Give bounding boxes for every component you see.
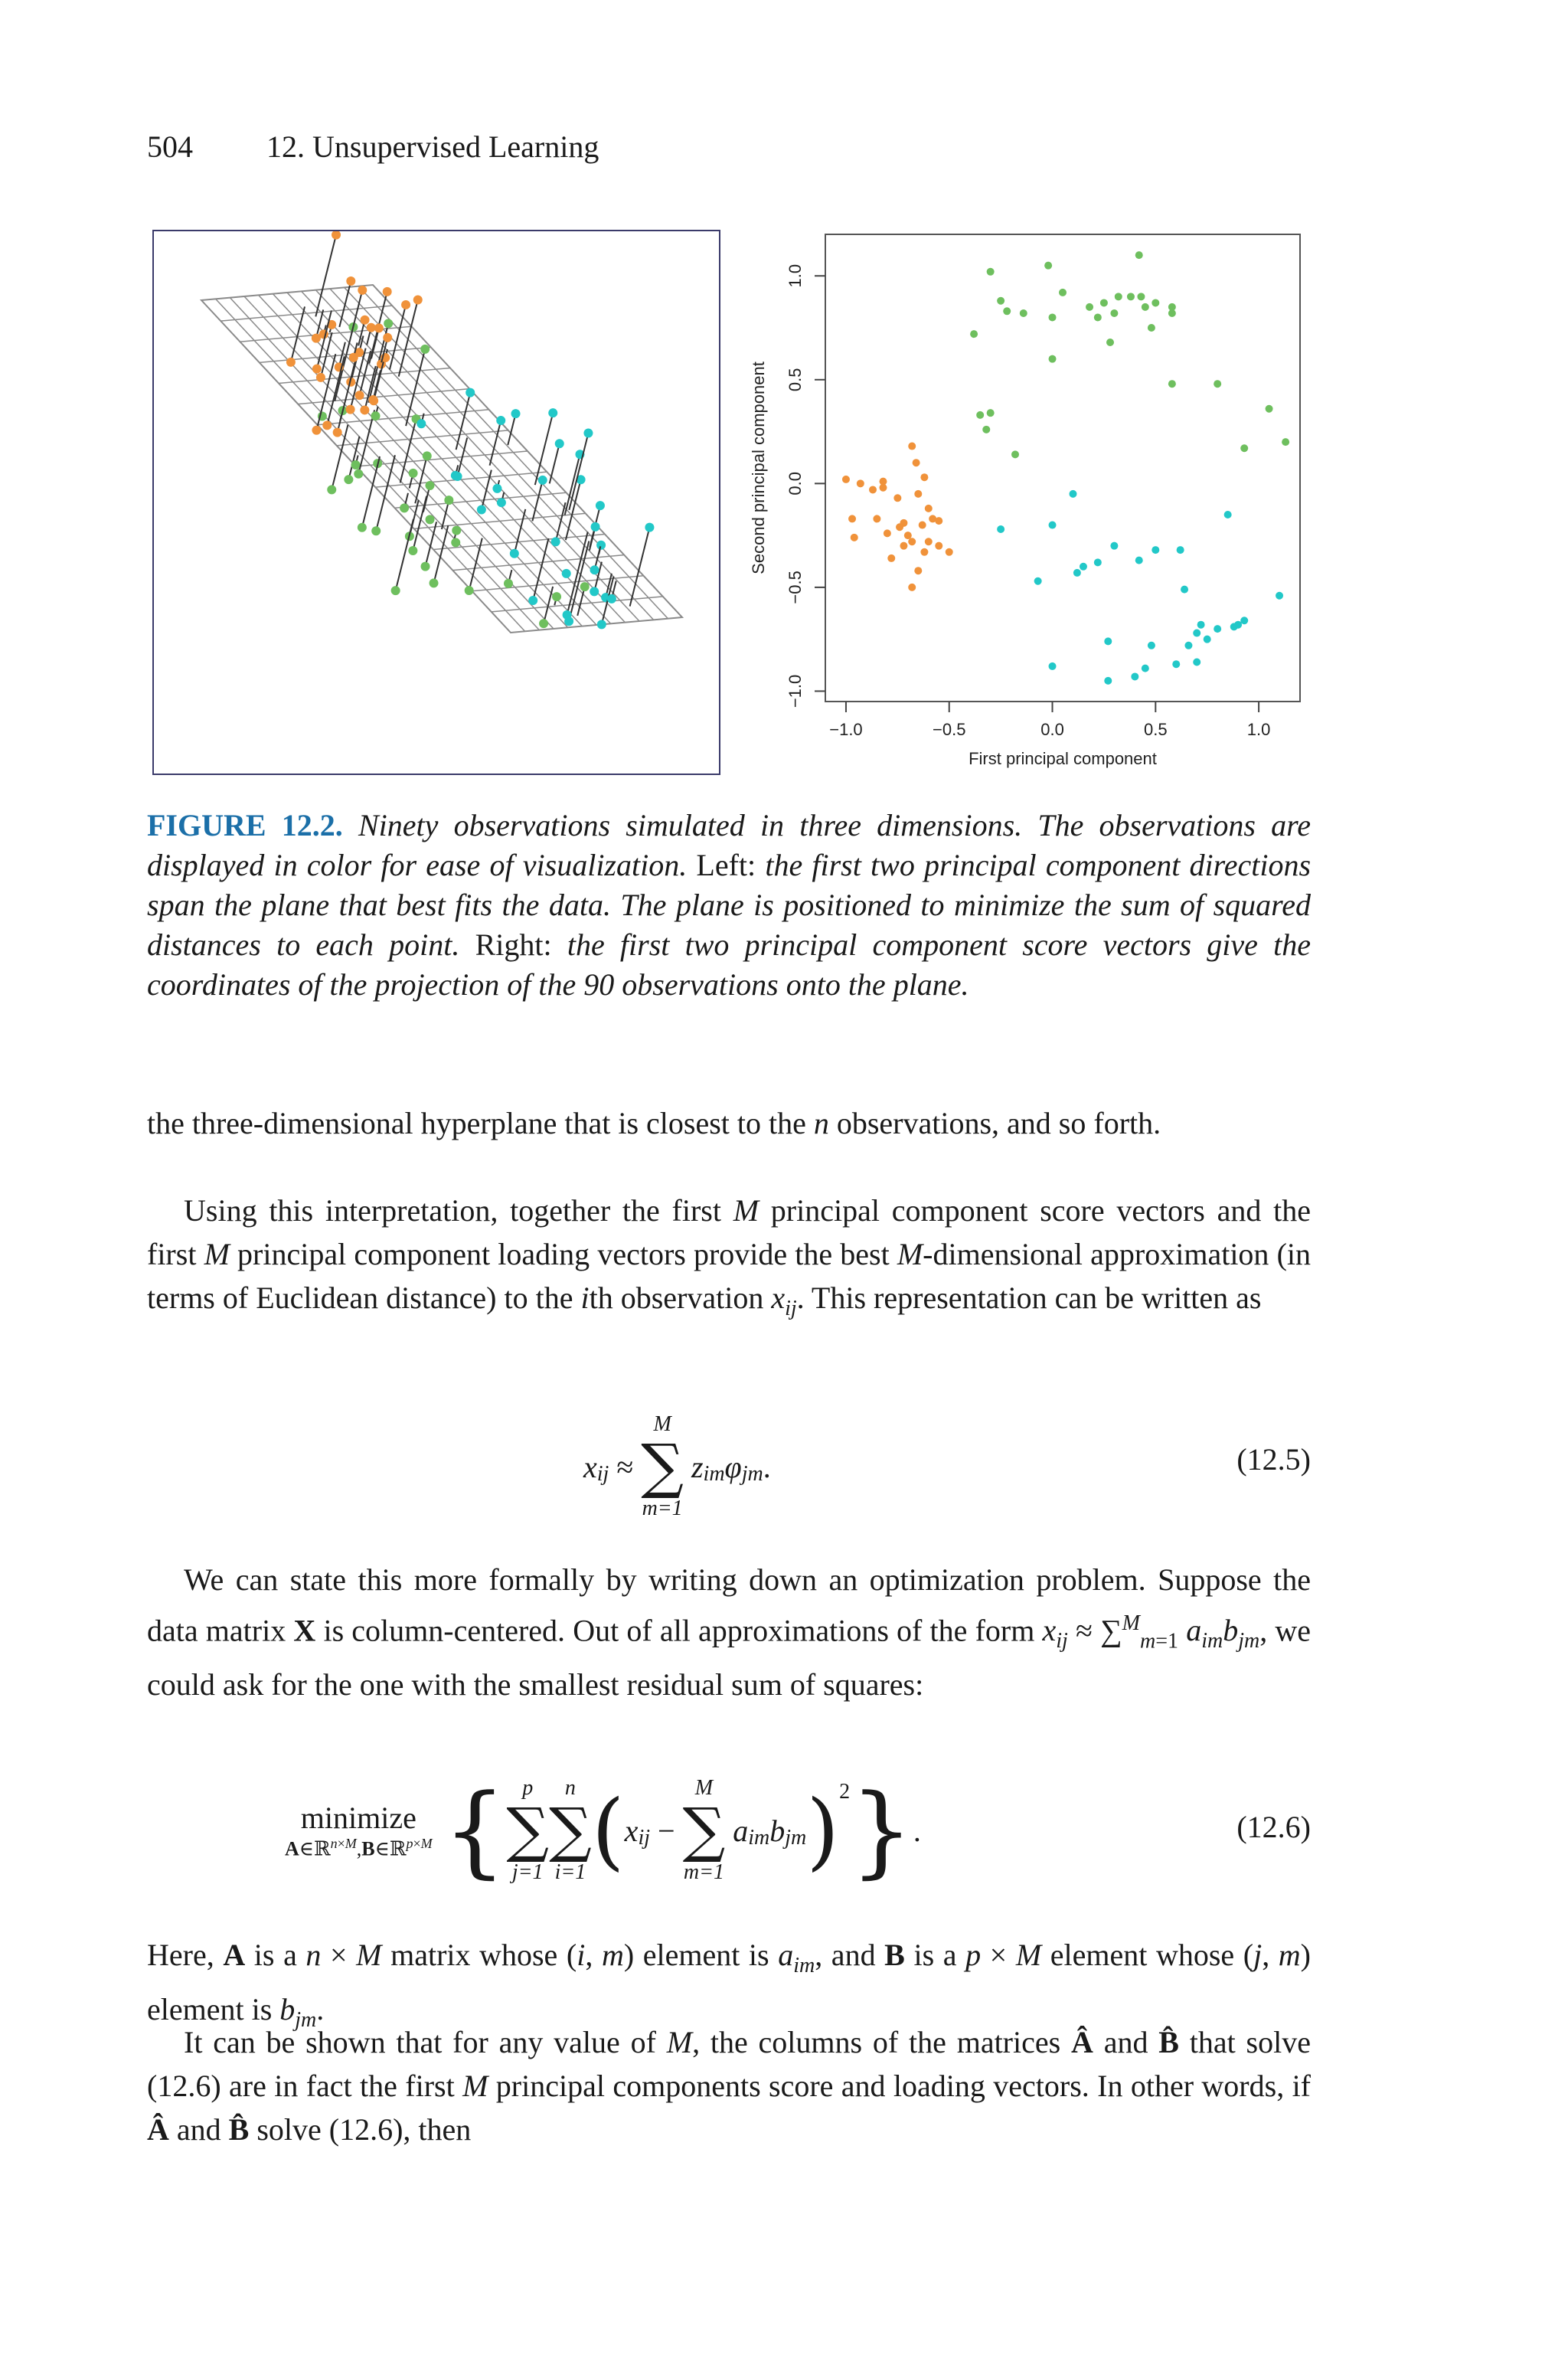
scatter-svg	[735, 222, 1317, 789]
scatter-point-green	[1135, 251, 1143, 259]
scatter-point-green	[1142, 303, 1149, 311]
figure-left-3d-plane	[152, 230, 720, 775]
observation-point-cyan	[492, 484, 501, 493]
y-tick-label: −0.5	[786, 571, 805, 604]
scatter-point-orange	[920, 548, 928, 556]
scatter-point-cyan	[1110, 542, 1118, 550]
observation-point-orange	[360, 405, 369, 414]
observation-point-green	[391, 586, 400, 595]
scatter-point-green	[1152, 299, 1159, 306]
observation-point-orange	[413, 295, 423, 304]
scatter-point-orange	[946, 548, 953, 556]
observation-point-green	[371, 411, 381, 420]
scatter-point-cyan	[1152, 546, 1159, 554]
observation-point-cyan	[510, 549, 519, 558]
scatter-point-orange	[914, 567, 922, 574]
observation-point-green	[539, 619, 548, 628]
observation-point-green	[444, 496, 453, 505]
scatter-point-orange	[908, 443, 916, 450]
observation-point-orange	[312, 334, 321, 343]
observation-point-cyan	[583, 428, 593, 437]
observation-point-orange	[383, 333, 392, 342]
observation-point-green	[552, 592, 561, 601]
scatter-point-cyan	[1193, 658, 1200, 666]
scatter-point-orange	[896, 523, 903, 531]
caption-segment: the first two principal component directions span the plane that best fits the data. The plane is positioned to minimize the sum of squared distances to each point.	[147, 848, 1312, 962]
observation-point-cyan	[528, 596, 537, 605]
observation-point-green	[351, 460, 361, 469]
observation-point-orange	[332, 231, 341, 240]
observation-point-orange	[333, 428, 342, 437]
scatter-point-green	[987, 268, 995, 276]
scatter-point-cyan	[1073, 569, 1081, 577]
scatter-point-orange	[914, 490, 922, 498]
scatter-point-green	[1282, 438, 1289, 446]
observation-point-cyan	[416, 419, 426, 428]
observation-point-cyan	[496, 416, 505, 425]
x-tick-label: 0.0	[1040, 720, 1064, 739]
scatter-point-cyan	[1181, 586, 1188, 594]
scatter-point-green	[1148, 324, 1155, 332]
observation-point-orange	[361, 316, 370, 325]
residual-line	[544, 587, 553, 623]
scatter-point-cyan	[1142, 665, 1149, 672]
scatter-point-cyan	[1080, 563, 1087, 571]
plot-frame	[825, 234, 1300, 702]
observation-point-cyan	[548, 408, 557, 417]
grid-line	[492, 597, 663, 612]
scatter-point-orange	[925, 505, 933, 512]
observation-point-orange	[316, 373, 325, 382]
paragraph-4: Here, A is a n × M matrix whose (i, m) element is $a_{im}$, and B is a p × M element whose (j, m) element is $b_{jm}$.	[147, 1938, 1311, 2032]
observation-point-orange	[349, 353, 358, 362]
observation-point-cyan	[590, 587, 599, 596]
observation-point-cyan	[596, 501, 605, 510]
scatter-point-cyan	[1184, 642, 1192, 649]
residual-line	[315, 235, 336, 317]
observation-point-cyan	[466, 388, 475, 397]
scatter-point-cyan	[1193, 630, 1200, 637]
scatter-point-cyan	[1240, 617, 1248, 624]
paragraph-3: We can state this more formally by writing down an optimization problem. Suppose the data matrix X is column-centered. Out of all approximations of the form $x_{ij} \approx \sum^M_{m=1}$ $a_{im}b_{jm}$, we could ask for the one with the smallest residual sum of squares:	[147, 1562, 1311, 1703]
residual-line	[415, 456, 426, 503]
scatter-point-green	[1127, 293, 1135, 300]
scatter-point-green	[1100, 299, 1108, 306]
scatter-point-cyan	[1172, 660, 1180, 668]
observation-point-cyan	[645, 523, 654, 532]
observation-point-cyan	[453, 472, 462, 481]
observation-point-green	[408, 546, 417, 555]
observation-point-green	[426, 515, 435, 524]
scatter-point-cyan	[1148, 642, 1155, 649]
scatter-point-cyan	[1069, 490, 1076, 498]
equation-number: (12.6)	[1236, 1810, 1311, 1844]
grid-line	[472, 576, 644, 591]
scatter-point-green	[1003, 307, 1011, 315]
observation-point-orange	[286, 358, 296, 367]
residual-line	[362, 456, 380, 528]
figure-label: FIGURE 12.2.	[147, 808, 343, 842]
scatter-point-orange	[900, 542, 907, 550]
observation-point-green	[327, 485, 336, 494]
scatter-point-green	[1168, 380, 1176, 388]
figure-caption	[147, 806, 1311, 1005]
residual-line	[360, 351, 371, 395]
scatter-point-green	[1110, 309, 1118, 317]
scatter-point-green	[1137, 293, 1145, 300]
scatter-point-orange	[857, 479, 864, 487]
scatter-point-green	[987, 409, 995, 417]
scatter-point-cyan	[1034, 577, 1042, 585]
observation-point-orange	[374, 323, 384, 332]
scatter-point-orange	[908, 538, 916, 545]
residual-line	[535, 413, 553, 485]
paragraph-1: the three-dimensional hyperplane that is closest to the n observations, and so forth.	[147, 1106, 1161, 1140]
scatter-point-orange	[884, 529, 891, 537]
residual-line	[490, 420, 501, 466]
residual-line	[566, 479, 581, 540]
caption-segment: Ninety observations simulated in three dimensions. The observations are displayed in color for ease of visualization.	[147, 808, 1311, 882]
plane-svg	[154, 231, 719, 774]
residual-line	[426, 522, 437, 566]
scatter-point-green	[1240, 444, 1248, 452]
observation-point-cyan	[590, 565, 599, 574]
observation-point-green	[400, 503, 409, 512]
scatter-point-orange	[935, 517, 942, 525]
scatter-point-green	[1044, 262, 1052, 270]
equation-number: (12.5)	[1236, 1442, 1311, 1477]
observation-point-cyan	[607, 594, 616, 603]
scatter-point-green	[1094, 313, 1102, 321]
y-tick-label: 0.5	[786, 368, 805, 392]
observation-point-green	[420, 345, 430, 354]
scatter-point-cyan	[1177, 546, 1184, 554]
scatter-point-green	[1049, 355, 1057, 363]
observation-point-green	[423, 451, 432, 460]
observation-point-green	[580, 582, 590, 591]
scatter-point-orange	[913, 459, 920, 466]
scatter-point-cyan	[1094, 558, 1102, 566]
observation-point-orange	[383, 287, 392, 296]
residual-line	[482, 470, 492, 510]
scatter-point-cyan	[1104, 637, 1112, 645]
x-axis-label: First principal component	[969, 749, 1157, 768]
scatter-point-cyan	[1197, 621, 1205, 629]
scatter-point-green	[1086, 303, 1093, 311]
y-tick-label: 1.0	[786, 263, 805, 288]
observation-point-orange	[346, 405, 355, 414]
scatter-point-orange	[879, 478, 887, 486]
observation-point-green	[452, 526, 461, 535]
scatter-point-green	[1168, 309, 1176, 317]
observation-point-orange	[312, 426, 321, 435]
observation-point-green	[465, 586, 474, 595]
observation-point-orange	[322, 420, 332, 430]
scatter-point-orange	[887, 554, 895, 562]
x-tick-label: −1.0	[829, 720, 863, 739]
observation-point-green	[425, 481, 434, 490]
minimize-label: minimize	[300, 1801, 416, 1836]
scatter-point-orange	[873, 515, 880, 522]
scatter-point-green	[1049, 313, 1057, 321]
observation-point-cyan	[555, 439, 564, 448]
scatter-point-cyan	[1049, 522, 1057, 529]
scatter-point-cyan	[1049, 662, 1057, 670]
observation-point-orange	[355, 391, 364, 400]
observation-point-green	[384, 319, 393, 328]
page-number: 504	[147, 129, 193, 164]
observation-point-green	[504, 579, 513, 588]
residual-line	[569, 433, 588, 509]
scatter-point-cyan	[1104, 677, 1112, 685]
scatter-point-green	[1106, 339, 1114, 346]
residual-line	[396, 519, 413, 590]
paragraph-5: It can be shown that for any value of M, the columns of the matrices Â and B̂ that solve (12.6) are in fact the first M principal components score and loading vectors. In other words, if Â and B̂ solve (12.6), then	[147, 2025, 1312, 2147]
scatter-point-orange	[935, 542, 942, 550]
observation-point-cyan	[596, 541, 606, 550]
y-tick-label: −1.0	[786, 674, 805, 708]
scatter-point-cyan	[1135, 557, 1143, 564]
running-header	[147, 129, 599, 165]
observation-point-cyan	[477, 505, 486, 515]
x-tick-label: −0.5	[933, 720, 966, 739]
residual-line	[399, 299, 418, 376]
scatter-point-orange	[893, 494, 901, 502]
observation-point-orange	[368, 395, 377, 404]
scatter-point-orange	[842, 476, 850, 483]
scatter-point-cyan	[997, 525, 1004, 533]
scatter-point-green	[1266, 405, 1273, 413]
observation-point-orange	[358, 286, 367, 295]
observation-point-green	[421, 562, 430, 571]
equation-12-6: minimize A∈ℝ$^{n\times M}$,B∈ℝ$^{p\times M}$ { p ∑ j=1 n ∑ i=1 ( x ij − M ∑ m=1 a im b jm ) 2 } . (12.6)	[285, 1772, 1311, 1889]
observation-point-cyan	[562, 569, 571, 578]
y-axis-label: Second principal component	[749, 361, 768, 574]
observation-point-cyan	[591, 522, 600, 532]
scatter-point-orange	[919, 522, 926, 529]
observation-point-orange	[346, 276, 355, 286]
observation-point-cyan	[563, 610, 572, 620]
observation-point-cyan	[597, 620, 606, 629]
scatter-point-green	[1020, 309, 1027, 317]
grid-line	[337, 430, 508, 446]
scatter-point-cyan	[1131, 672, 1138, 680]
scatter-point-green	[1011, 450, 1019, 458]
observation-point-orange	[401, 300, 410, 309]
observation-point-green	[354, 469, 363, 479]
scatter-point-green	[970, 330, 978, 338]
observation-point-cyan	[538, 476, 547, 485]
equation-12-5: x ij ≈ M ∑ m=1 z im φ jm . (12.5)	[583, 1412, 1311, 1520]
observation-point-green	[430, 578, 439, 587]
scatter-point-green	[1059, 289, 1067, 296]
residual-line	[550, 443, 560, 483]
scatter-point-green	[1214, 380, 1221, 388]
residual-line	[630, 528, 650, 607]
paragraph-2: Using this interpretation, together the first M principal component score vectors and the first M principal component loading vectors provide the best M-dimensional approximation (in terms of Euclidean distance) to the ith observation $x_{ij}$. This representation can be written as	[147, 1193, 1311, 1320]
figure-right-scatter	[735, 222, 1317, 789]
observation-point-green	[409, 469, 418, 478]
caption-segment: the first two principal component score vectors give the coordinates of the projection of the 90 observations onto the plane.	[147, 927, 1312, 1002]
x-tick-label: 1.0	[1246, 720, 1271, 739]
scatter-point-orange	[851, 534, 858, 541]
observation-point-green	[358, 523, 367, 532]
scatter-point-orange	[869, 486, 877, 493]
residual-line	[508, 414, 515, 445]
scatter-point-orange	[848, 515, 856, 522]
observation-point-cyan	[551, 537, 560, 546]
caption-segment: Right:	[459, 927, 567, 962]
observation-point-cyan	[497, 498, 506, 507]
scatter-point-orange	[920, 473, 928, 481]
scatter-point-orange	[925, 538, 933, 545]
scatter-point-cyan	[1276, 592, 1283, 600]
x-tick-label: 0.5	[1144, 720, 1168, 739]
observation-point-cyan	[511, 409, 521, 418]
residual-line	[434, 525, 449, 583]
caption-segment: Left:	[687, 848, 766, 882]
y-tick-label: 0.0	[786, 472, 805, 496]
scatter-point-green	[997, 297, 1004, 305]
scatter-point-cyan	[1204, 636, 1211, 643]
scatter-point-green	[976, 411, 984, 419]
scatter-point-green	[1115, 293, 1122, 300]
scatter-point-cyan	[1214, 625, 1221, 633]
scatter-point-green	[982, 426, 990, 433]
observation-point-orange	[312, 365, 322, 374]
observation-point-green	[344, 475, 353, 484]
chapter-title: 12. Unsupervised Learning	[266, 129, 599, 164]
scatter-point-orange	[908, 584, 916, 591]
scatter-point-orange	[904, 532, 912, 539]
observation-point-green	[451, 538, 460, 547]
observation-point-green	[371, 526, 381, 535]
scatter-point-cyan	[1224, 511, 1232, 518]
